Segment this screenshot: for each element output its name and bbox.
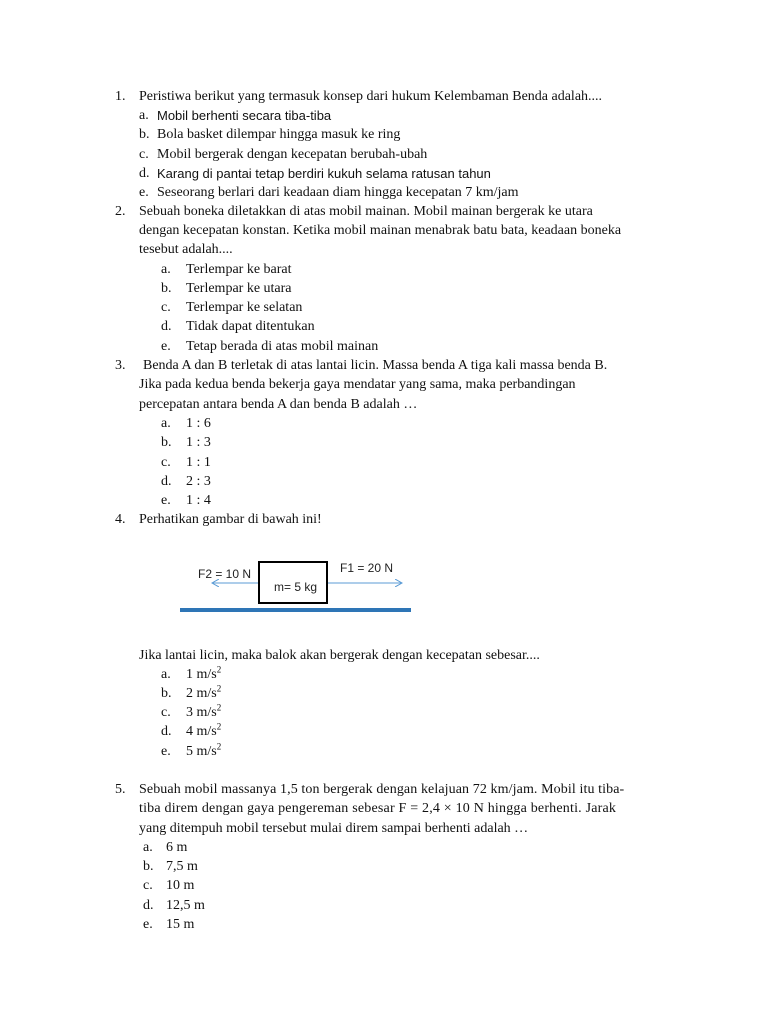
- option-text: 4 $m/s^2$: [186, 721, 222, 739]
- option-text: Mobil berhenti secara tiba-tiba: [157, 108, 332, 123]
- question-text-line: Benda A dan B terletak di atas lantai licin. Massa benda A tiga kali massa benda B.: [143, 358, 608, 373]
- option-letter: b.: [143, 859, 154, 874]
- option-text: 1 : 4: [186, 493, 211, 508]
- question-text: Perhatikan gambar di bawah ini!: [139, 512, 322, 527]
- option-text: 1 $m/s^2$: [186, 664, 222, 682]
- option-text: 12,5 m: [166, 898, 205, 913]
- question-text: Peristiwa berikut yang termasuk konsep dari hukum Kelembaman Benda adalah....: [139, 89, 603, 104]
- option-letter: b.: [161, 435, 172, 450]
- option-letter: e.: [161, 744, 171, 759]
- option-text: Karang di pantai tetap berdiri kukuh selama ratusan tahun: [157, 166, 491, 181]
- question-text-line: Sebuah mobil massanya 1,5 ton bergerak dengan kelajuan 72 km/jam. Mobil itu tiba-: [139, 782, 625, 797]
- option-text: 15 m: [166, 917, 195, 932]
- question-text-line: dengan kecepatan konstan. Ketika mobil mainan menabrak batu bata, keadaan boneka: [139, 223, 622, 238]
- question-number: 3.: [115, 358, 126, 373]
- question-text-line: yang ditempuh mobil tersebut mulai direm sampai berhenti adalah …: [139, 821, 529, 836]
- option-letter: a.: [143, 840, 153, 855]
- question-text-line: tiba direm dengan gaya pengereman sebesar F = 2,4 × 10 N hingga berhenti. Jarak: [139, 801, 617, 816]
- option-letter: b.: [139, 127, 150, 142]
- option-text: Bola basket dilempar hingga masuk ke ring: [157, 127, 401, 142]
- option-letter: d.: [161, 474, 172, 489]
- option-letter: b.: [161, 686, 172, 701]
- option-letter: c.: [161, 300, 171, 315]
- option-text: Terlempar ke selatan: [186, 300, 303, 315]
- option-text: 6 m: [166, 840, 188, 855]
- option-text: Mobil bergerak dengan kecepatan berubah-ubah: [157, 147, 428, 162]
- option-text: Terlempar ke utara: [186, 281, 292, 296]
- option-letter: e.: [161, 493, 171, 508]
- option-text: Seseorang berlari dari keadaan diam hingga kecepatan 7 km/jam: [157, 185, 519, 200]
- option-text: 1 : 6: [186, 416, 211, 431]
- question-text: Jika lantai licin, maka balok akan bergerak dengan kecepatan sebesar....: [139, 648, 540, 663]
- question-text-line: percepatan antara benda A dan benda B adalah …: [139, 397, 418, 412]
- option-text: 1 : 1: [186, 455, 211, 470]
- option-letter: c.: [161, 455, 171, 470]
- option-letter: e.: [143, 917, 153, 932]
- option-letter: a.: [139, 108, 149, 123]
- question-number: 5.: [115, 782, 126, 797]
- mass-label: m= 5 kg: [274, 580, 318, 594]
- question-number: 4.: [115, 512, 126, 527]
- option-letter: e.: [161, 339, 171, 354]
- force-diagram: [170, 550, 430, 622]
- question-text-line: tesebut adalah....: [139, 242, 233, 257]
- option-text: 2 $m/s^2$: [186, 683, 222, 701]
- f1-label: F1 = 20 N: [340, 561, 394, 575]
- question-text-line: Sebuah boneka diletakkan di atas mobil mainan. Mobil mainan bergerak ke utara: [139, 204, 593, 219]
- option-text: Tidak dapat ditentukan: [186, 319, 315, 334]
- option-letter: c.: [161, 705, 171, 720]
- option-text: 5 $m/s^2$: [186, 741, 222, 759]
- option-text: 3 $m/s^2$: [186, 702, 222, 720]
- option-letter: a.: [161, 667, 171, 682]
- option-text: 2 : 3: [186, 474, 211, 489]
- option-letter: b.: [161, 281, 172, 296]
- option-text: Terlempar ke barat: [186, 262, 292, 277]
- option-letter: d.: [161, 724, 172, 739]
- f2-label: F2 = 10 N: [198, 567, 252, 581]
- question-text-line: Jika pada kedua benda bekerja gaya mendatar yang sama, maka perbandingan: [139, 377, 576, 392]
- option-letter: c.: [139, 147, 149, 162]
- option-text: 1 : 3: [186, 435, 211, 450]
- option-letter: e.: [139, 185, 149, 200]
- option-letter: c.: [143, 878, 153, 893]
- option-letter: a.: [161, 262, 171, 277]
- option-text: Tetap berada di atas mobil mainan: [186, 339, 379, 354]
- question-number: 1.: [115, 89, 126, 104]
- option-letter: d.: [143, 898, 154, 913]
- question-number: 2.: [115, 204, 126, 219]
- option-letter: a.: [161, 416, 171, 431]
- option-letter: d.: [139, 166, 150, 181]
- option-letter: d.: [161, 319, 172, 334]
- option-text: 10 m: [166, 878, 195, 893]
- option-text: 7,5 m: [166, 859, 198, 874]
